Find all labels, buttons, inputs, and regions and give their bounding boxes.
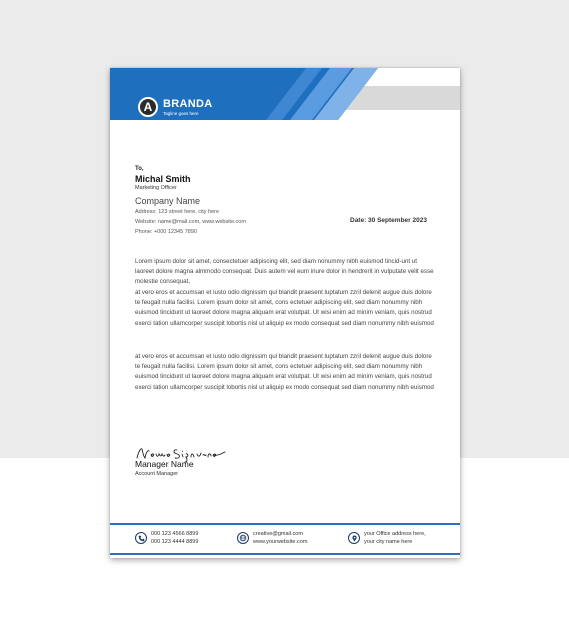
recipient-website: Website: name@mail.com, www.website.com xyxy=(135,219,246,225)
letter-date: Date: 30 September 2023 xyxy=(350,217,427,224)
body-paragraph-1: Lorem ipsum dolor sit amet, consectetuer adipiscing elit, sed diam nonummy nibh euismod tincid-unt ut laoreet dolore magna almmodo consequat. Duis autem vel eum iriure dolor in hendrerit in vulputate velit esse molestie consequat, xyxy=(135,258,434,286)
footer-address-line-2: your city name here xyxy=(364,539,413,545)
body-paragraph-3: at vero eros et accumsan et iusto odio dignissim qui blandit praesent luptatum zzril delenit augue duis dolore te feugait nulla facilisi. Lorem ipsum dolor sit amet, cons ectetuer adipiscing elit, sed diam nonummy nibh euismod tincidunt ut laoreet dolore magna aliquam erat volutpat. Ut wisi enim ad minim veniam, quis nostrud exerci tation ullamcorper suscipit lobortis nisl ut aliquip ex modo consequat sed diam nonummy nibh euismod xyxy=(135,353,434,391)
body-paragraph-2: at vero eros et accumsan et iusto odio dignissim qui blandit praesent luptatum zzril delenit augue duis dolore te feugait nulla facilisi. Lorem ipsum dolor sit amet, cons ectetuer adipiscing elit, sed diam nonummy nibh euismod tincidunt ut laoreet dolore magna aliquam erat volutpat. Ut wisi enim ad minim veniam, quis nostrud exerci tation ullamcorper suscipit lobortis nisl ut aliquip ex modo consequat sed diam nonummy nibh euismod xyxy=(135,289,434,327)
letterhead-sheet xyxy=(110,68,460,558)
company-name: Company Name xyxy=(135,196,201,206)
brand-logo-icon: A xyxy=(138,97,158,117)
footer-rule-bottom xyxy=(110,553,460,555)
footer-phone-line-1: 000 123 4566 8899 xyxy=(151,531,199,537)
footer-address-line-1: your Office address here, xyxy=(364,531,426,537)
location-pin-icon xyxy=(348,532,360,544)
brand-tagline: Tagline goes here xyxy=(163,111,199,116)
recipient-title: Marketing Officer xyxy=(135,185,177,191)
to-label: To, xyxy=(135,166,144,172)
recipient-phone: Phone: +000 12345 7890 xyxy=(135,229,197,235)
signer-title: Account Manager xyxy=(135,471,179,477)
signer-name: Manager Name xyxy=(135,459,194,469)
footer-phone-line-2: 000 123 4444 8899 xyxy=(151,539,199,545)
footer-email: creative@gmail.com xyxy=(253,531,303,537)
recipient-address: Address: 123 street here, city here xyxy=(135,209,220,215)
brand-name: BRANDA xyxy=(163,98,213,110)
footer-website: www.yourwebsite.com xyxy=(253,539,308,545)
recipient-name: Michal Smith xyxy=(135,174,191,184)
phone-icon xyxy=(135,532,147,544)
footer-rule-top xyxy=(110,523,460,525)
globe-icon xyxy=(237,532,249,544)
